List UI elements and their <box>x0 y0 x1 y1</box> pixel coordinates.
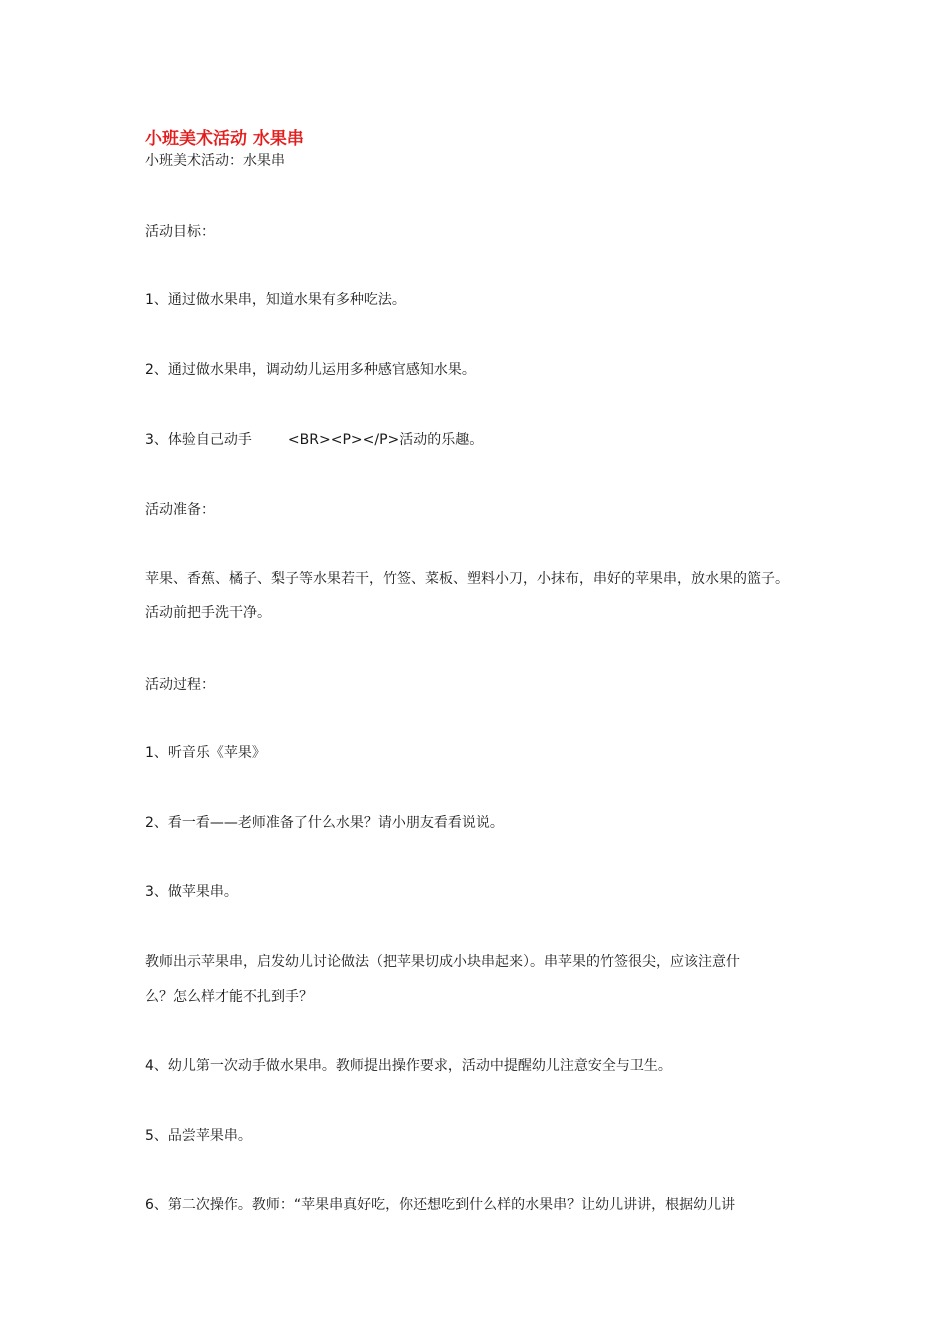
goal-item-3-part-b: <BR><P></P>活动的乐趣。 <box>287 432 484 448</box>
goal-item-3 <box>145 430 483 450</box>
goal-item-1: 1、通过做水果串，知道水果有多种吃法。 <box>145 292 406 308</box>
step-3-detail-line-2: 么？怎么样才能不扎到手？ <box>145 989 313 1005</box>
goal-item-3-part-a: 3、体验自己动手 <box>145 432 252 448</box>
document-title: 小班美术活动 水果串 <box>145 129 304 149</box>
goal-item-2: 2、通过做水果串，调动幼儿运用多种感官感知水果。 <box>145 362 476 378</box>
step-3-detail-line-1: 教师出示苹果串，启发幼儿讨论做法（把苹果切成小块串起来）。串苹果的竹签很尖，应该注意什 <box>145 954 740 970</box>
process-step-5: 5、品尝苹果串。 <box>145 1128 252 1144</box>
document-subtitle: 小班美术活动：水果串 <box>145 153 285 169</box>
prep-line-2: 活动前把手洗干净。 <box>145 605 271 621</box>
process-step-3: 3、做苹果串。 <box>145 884 238 900</box>
process-step-2: 2、看一看——老师准备了什么水果？请小朋友看看说说。 <box>145 815 504 831</box>
process-step-6: 6、第二次操作。教师：“苹果串真好吃，你还想吃到什么样的水果串？让幼儿讲讲，根据幼儿讲 <box>145 1197 736 1213</box>
prep-line-1: 苹果、香蕉、橘子、梨子等水果若干，竹签、菜板、塑料小刀，小抹布，串好的苹果串，放水果的篮子。 <box>145 571 789 587</box>
process-heading: 活动过程： <box>145 677 215 693</box>
process-step-4: 4、幼儿第一次动手做水果串。教师提出操作要求，活动中提醒幼儿注意安全与卫生。 <box>145 1058 672 1074</box>
prep-heading: 活动准备： <box>145 502 215 518</box>
goals-heading: 活动目标： <box>145 224 215 240</box>
process-step-1: 1、听音乐《苹果》 <box>145 745 266 761</box>
